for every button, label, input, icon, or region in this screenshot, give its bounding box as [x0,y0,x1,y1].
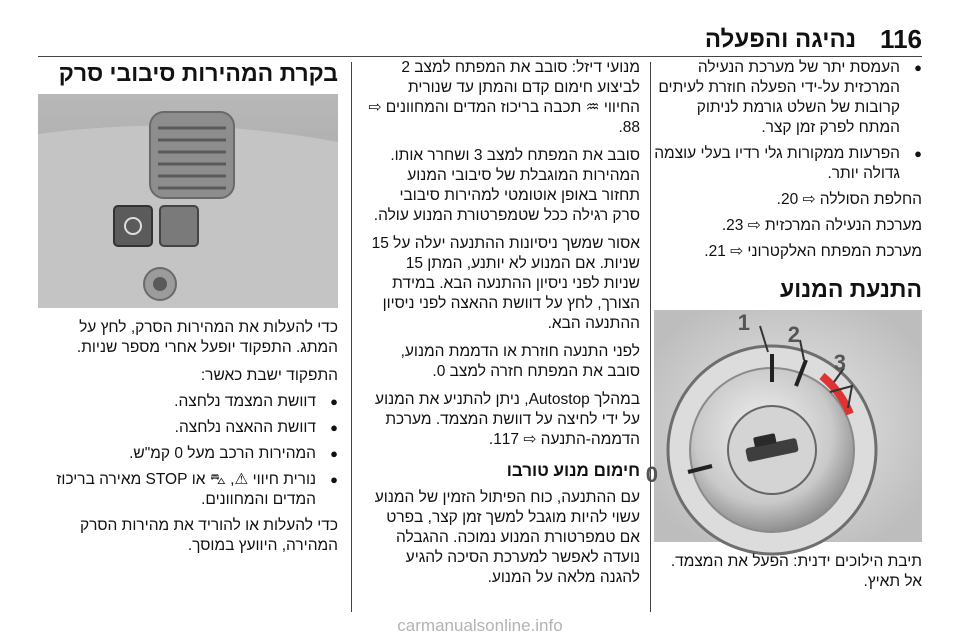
label-position-3: 3 [833,350,846,375]
column-right [645,58,922,600]
idle-speed-switch [114,206,152,246]
page-number: 116 [880,24,922,54]
watermark: carmanualsonline.info [397,616,563,635]
page-header [38,18,922,52]
label-position-2: 2 [787,322,800,347]
label-position-1: 1 [737,310,750,335]
paragraph: במהלך Autostop, ניתן להתניע את המנוע על ידי לחיצה על דוושת המצמד. מערכת הדממה-התנעה ⇨ 117. [375,391,640,448]
air-vent [150,112,234,198]
chapter-title: נהיגה והפעלה [704,26,857,53]
paragraph: לפני התנעה חוזרת או הדממת המנוע, סובב את המפתח חזרה למצב 0. [400,343,640,380]
list-item: ● העמסת יתר של מערכת הנעילה המרכזית על-ידי הפעלה חוזרת לעיתים קרובות של השלט גורמת לניתוק המתח לפרק זמן קצר. [654,58,922,138]
label-position-0: 0 [645,462,658,487]
section-heading-idle-speed: בקרת המהירות סיבובי סרק [58,60,338,86]
column-left [38,58,338,564]
bullet-list-conditions [38,392,338,510]
paragraph: כדי להעלות או להוריד את מהירות הסרק המהירה, היוועץ במוסך. [79,517,338,554]
bullet-list-top [654,58,922,184]
list-item: ● הפרעות ממקורות גלי רדיו בעלי עוצמה גדולה יותר. [654,144,922,184]
paragraph: התפקוד ישבת כאשר: [200,367,338,384]
list-item: ● המהירות הרכב מעל 0 קמ"ש. [38,444,338,464]
paragraph: מנועי דיזל: סובב את המפתח למצב 2 לביצוע חימום קדם והמתן עד שנורית החיווי ♒ תכבה בריכוז המדים והמחוונים ⇨ 88. [368,59,640,136]
adjacent-switch [160,206,198,246]
section-heading-engine-start: התנעת המנוע [780,276,922,302]
section-heading-turbo: חימום מנוע טורבו [506,461,640,480]
header-rule [38,56,922,57]
ignition-switch-figure [645,310,922,542]
reference-line: החלפת הסוללה ⇨ 20. [776,191,922,208]
figure-caption: תיבת הילוכים ידנית: הפעל את המצמד. אל תאיץ. [670,553,922,590]
list-item: ● נורית חיווי ⚠, ⛍ או STOP מאירה בריכוז המדים והמחוונים. [38,470,338,510]
column-divider [351,62,352,612]
list-item: ● דוושת המצמד נלחצה. [38,392,338,412]
reference-line: מערכת הנעילה המרכזית ⇨ 23. [721,217,922,234]
paragraph: עם ההתנעה, כוח הפיתול הזמין של המנוע עשוי להיות מוגבל למשך זמן קצר, בפרט אם טמפרטורת המנוע נמוכה. ההגבלה נועדה לאפשר למערכת הסיכה להגיע להגנה מלאה על המנוע. [374,489,640,586]
power-outlet-socket [153,277,167,291]
reference-line: מערכת המפתח האלקטרוני ⇨ 21. [704,243,922,260]
column-divider [650,62,651,612]
paragraph: כדי להעלות את המהירות הסרק, לחץ על המתג. התפקוד יופעל אחרי מספר שניות. [76,319,338,356]
list-item: ● דוושת ההאצה נלחצה. [38,418,338,438]
dashboard-switch-figure [38,94,338,308]
paragraph: אסור שמשך ניסיונות ההתנעה יעלה על 15 שניות. אם המנוע לא יותנע, המתן 15 שניות לפני ניסיון ההתנעה הבא. במידת הצורך, לחץ על דוושת ההאצה לפני ניסיון ההתנעה הבא. [371,235,640,332]
column-middle [368,58,640,596]
paragraph: סובב את המפתח למצב 3 ושחרר אותו. המהירות המוגבלת של סיבובי המנוע תחזור באופן אוטומטי למהירות סיבובי סרק רגילה ככל שטמפרטורת המנוע עולה. [373,147,640,224]
